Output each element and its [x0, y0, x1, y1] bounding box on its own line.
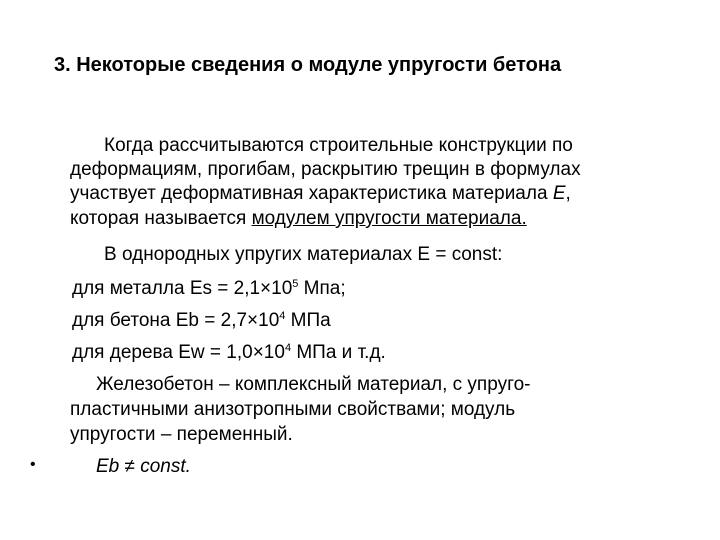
bullet-marker: •: [30, 456, 36, 473]
paragraph-1-line-3-text: участвует деформативная характеристика материала: [70, 183, 553, 204]
example-concrete-unit: МПа: [285, 310, 331, 331]
example-wood-text: для дерева Ew = 1,0×10: [72, 342, 285, 363]
example-metal-unit: Мпа;: [298, 278, 346, 299]
paragraph-1-line-3: [70, 182, 571, 206]
example-wood: [72, 341, 386, 365]
example-metal-exponent: 5: [292, 278, 299, 290]
paragraph-3-line-1: Железобетон – комплексный материал, с упруго-: [96, 374, 531, 395]
example-metal-text: для металла Es = 2,1×10: [72, 278, 293, 299]
bullet-formula: Eb ≠ const.: [96, 456, 191, 477]
paragraph-2: В однородных упругих материалах Е = const:: [104, 244, 503, 265]
paragraph-3-line-3: упругости – переменный.: [70, 424, 293, 445]
example-concrete: [72, 309, 331, 333]
paragraph-3-line-2: пластичными анизотропными свойствами; модуль: [70, 399, 516, 420]
example-wood-exponent: 4: [284, 342, 292, 354]
paragraph-1-line-4: [70, 207, 527, 231]
slide-title: 3. Некоторые сведения о модуле упругости бетона: [54, 54, 562, 76]
example-concrete-text: для бетона Eb = 2,7×10: [72, 310, 280, 331]
example-metal: [72, 277, 346, 301]
paragraph-1-line-3-comma: ,: [565, 183, 571, 204]
paragraph-1-line-1: Когда рассчитываются строительные конструкции по: [104, 135, 573, 156]
modulus-symbol: Е: [552, 183, 566, 204]
underlined-term: модулем упругости материала.: [251, 208, 527, 229]
paragraph-1-line-2: деформациям, прогибам, раскрытию трещин в формулах: [70, 159, 581, 180]
example-wood-unit: МПа и т.д.: [291, 342, 386, 363]
paragraph-1-line-4-text: которая называется: [70, 208, 252, 229]
example-concrete-exponent: 4: [279, 310, 286, 322]
